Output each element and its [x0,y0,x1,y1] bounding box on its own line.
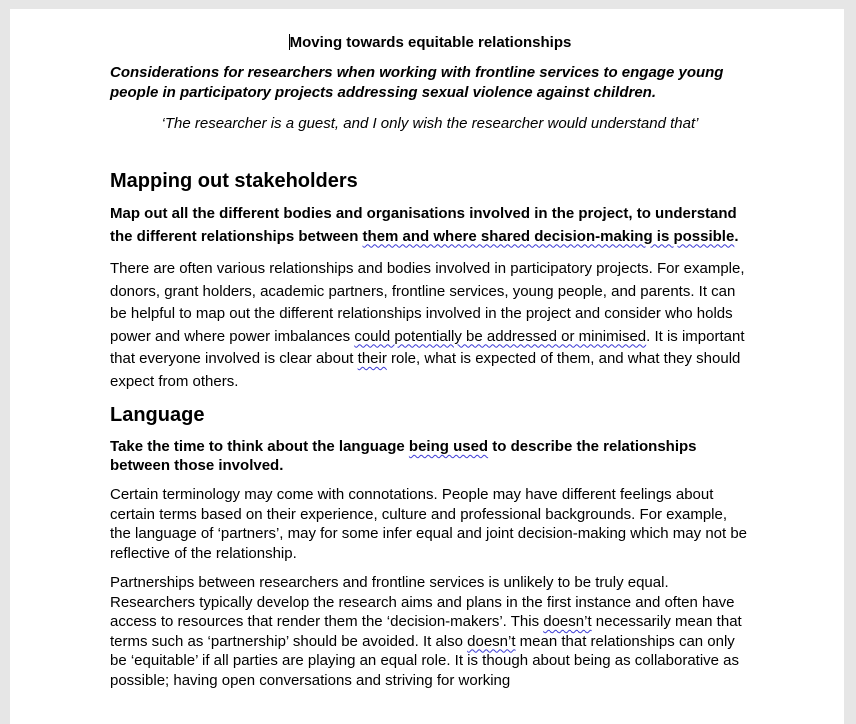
section-lead-mapping: Map out all the different bodies and organisations involved in the project, to understand the different relationships between them and where shared decision-making is possible. [110,205,739,245]
grammar-flag[interactable]: could potentially be addressed or minimised [354,327,647,345]
section-heading-language: Language [110,404,205,426]
section-lead-language: Take the time to think about the language being used to describe the relationships between those involved. [110,438,697,474]
grammar-flag[interactable]: their [357,350,387,367]
grammar-flag[interactable]: them and where shared decision-making is possible [362,227,735,245]
section-paragraph-language-1: Certain terminology may come with connotations. People may have different feelings about certain terms based on their experience, culture and professional backgrounds. For example, the language of ‘partners’, may for some infer equal and joint decision-making which may not be reflective of the relationship. [110,486,748,562]
section-paragraph-language-2: Partnerships between researchers and frontline services is unlikely to be truly equal. Researchers typically develop the research aims and plans in the first instance and often have access to resources that render them the ‘decision-makers’. This doesn’t necessarily mean that terms such as ‘partnership’ should be avoided. It also doesn’t mean that relationships can only be ‘equitable’ if all parties are playing an equal role. It is though about being as collaborative as possible; having open conversations and striving for working [110,574,742,689]
section-paragraph-mapping: There are often various relationships and bodies involved in participatory projects. For example, donors, grant holders, academic partners, frontline services, young people, and parents. It can be helpful to map out the different relationships involved in the project and consider who holds power and where power imbalances could potentially be addressed or minimised. It is important that everyone involved is clear about their role, what is expected of them, and what they should expect from others. [110,260,745,390]
grammar-flag[interactable]: doesn’t [467,632,516,650]
grammar-flag[interactable]: being used [408,438,489,455]
document-subtitle: Considerations for researchers when working with frontline services to engage young people in participatory projects addressing sexual violence against children. [110,64,724,101]
section-heading-mapping: Mapping out stakeholders [110,170,358,192]
document-title: Moving towards equitable relationships [289,34,572,51]
document-body[interactable] [110,33,750,700]
document-page[interactable] [10,9,844,724]
grammar-flag[interactable]: doesn’t [543,613,592,630]
document-quote: ‘The researcher is a guest, and I only wish the researcher would understand that’ [161,115,699,132]
